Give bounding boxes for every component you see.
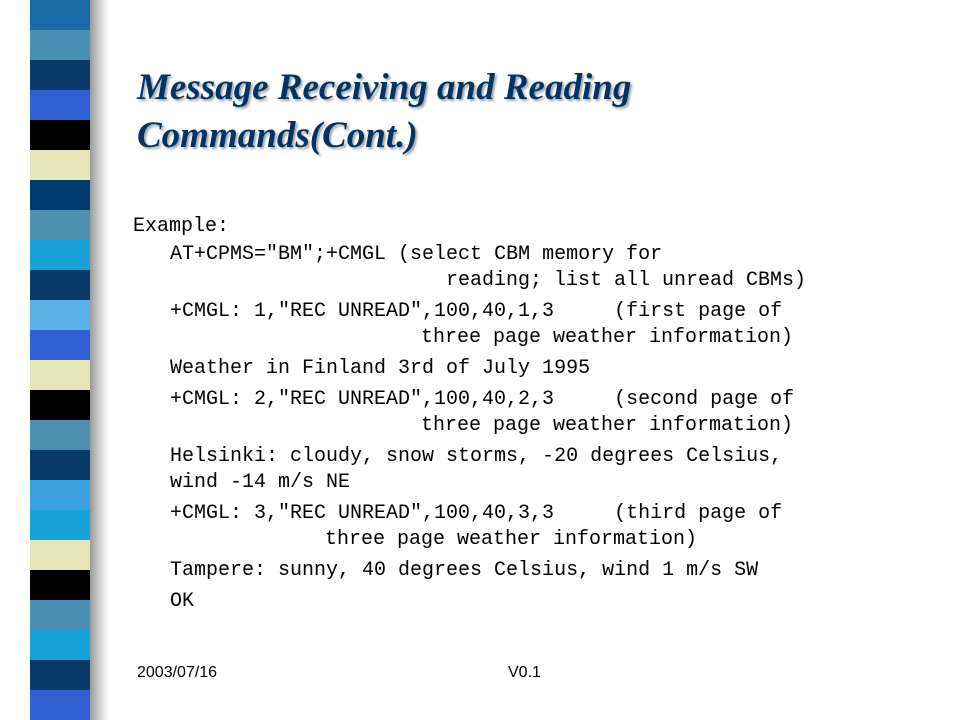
stripe-segment <box>30 390 90 420</box>
item-continuation: reading; list all unread CBMs) <box>446 269 807 292</box>
stripe-segment <box>30 0 90 30</box>
item-line <box>170 501 933 527</box>
decorative-stripe-bar <box>30 0 90 720</box>
response-item-page-1 <box>170 299 933 351</box>
command-item-cpms <box>170 242 933 294</box>
response-item-ok <box>170 589 933 615</box>
stripe-segment <box>30 210 90 240</box>
stripe-segment <box>30 180 90 210</box>
stripe-segment <box>30 330 90 360</box>
item-main: AT+CPMS="BM";+CMGL <box>170 243 387 266</box>
stripe-segment <box>30 90 90 120</box>
stripe-segment <box>30 510 90 540</box>
item-line <box>170 387 933 413</box>
response-item-page-2 <box>170 387 933 439</box>
stripe-segment <box>30 450 90 480</box>
stripe-shadow <box>90 0 110 720</box>
message-item-tampere <box>170 558 933 584</box>
stripe-segment <box>30 360 90 390</box>
stripe-segment <box>30 150 90 180</box>
item-main: Helsinki: cloudy, snow storms, -20 degrees Celsius, <box>170 445 783 468</box>
item-main: OK <box>170 590 195 613</box>
slide-title <box>137 64 917 160</box>
stripe-segment <box>30 300 90 330</box>
example-label: Example: <box>133 215 230 238</box>
message-item-weather <box>170 356 933 382</box>
response-item-page-3 <box>170 501 933 553</box>
stripe-segment <box>30 690 90 720</box>
item-continuation: wind -14 m/s NE <box>170 471 351 494</box>
stripe-segment <box>30 570 90 600</box>
item-main: Weather in Finland 3rd of July 1995 <box>170 357 591 380</box>
stripe-segment <box>30 240 90 270</box>
slide-title-line-2: Commands(Cont.) <box>137 115 418 156</box>
stripe-segment <box>30 540 90 570</box>
slide-body <box>133 212 933 620</box>
stripe-segment <box>30 600 90 630</box>
item-main: +CMGL: 1,"REC UNREAD",100,40,1,3 <box>170 300 555 323</box>
item-line <box>170 242 933 268</box>
item-note: (select CBM memory for <box>386 243 663 266</box>
item-note: (first page of <box>554 300 783 323</box>
stripe-segment <box>30 660 90 690</box>
stripe-segment <box>30 120 90 150</box>
message-item-helsinki <box>170 444 933 496</box>
item-continuation: three page weather information) <box>325 528 698 551</box>
item-main: Tampere: sunny, 40 degrees Celsius, wind 1 m/s SW <box>170 559 759 582</box>
footer-version: V0.1 <box>508 664 541 681</box>
stripe-segment <box>30 30 90 60</box>
stripe-segment <box>30 630 90 660</box>
stripe-segment <box>30 420 90 450</box>
item-note: (third page of <box>554 502 783 525</box>
item-main: +CMGL: 3,"REC UNREAD",100,40,3,3 <box>170 502 555 525</box>
item-note: (second page of <box>554 388 795 411</box>
item-main: +CMGL: 2,"REC UNREAD",100,40,2,3 <box>170 388 555 411</box>
slide-title-line-1: Message Receiving and Reading <box>137 67 632 108</box>
stripe-segment <box>30 480 90 510</box>
item-continuation: three page weather information) <box>421 414 794 437</box>
stripe-segment <box>30 60 90 90</box>
item-line <box>170 299 933 325</box>
stripe-segment <box>30 270 90 300</box>
footer-date: 2003/07/16 <box>137 664 218 681</box>
item-continuation: three page weather information) <box>421 326 794 349</box>
